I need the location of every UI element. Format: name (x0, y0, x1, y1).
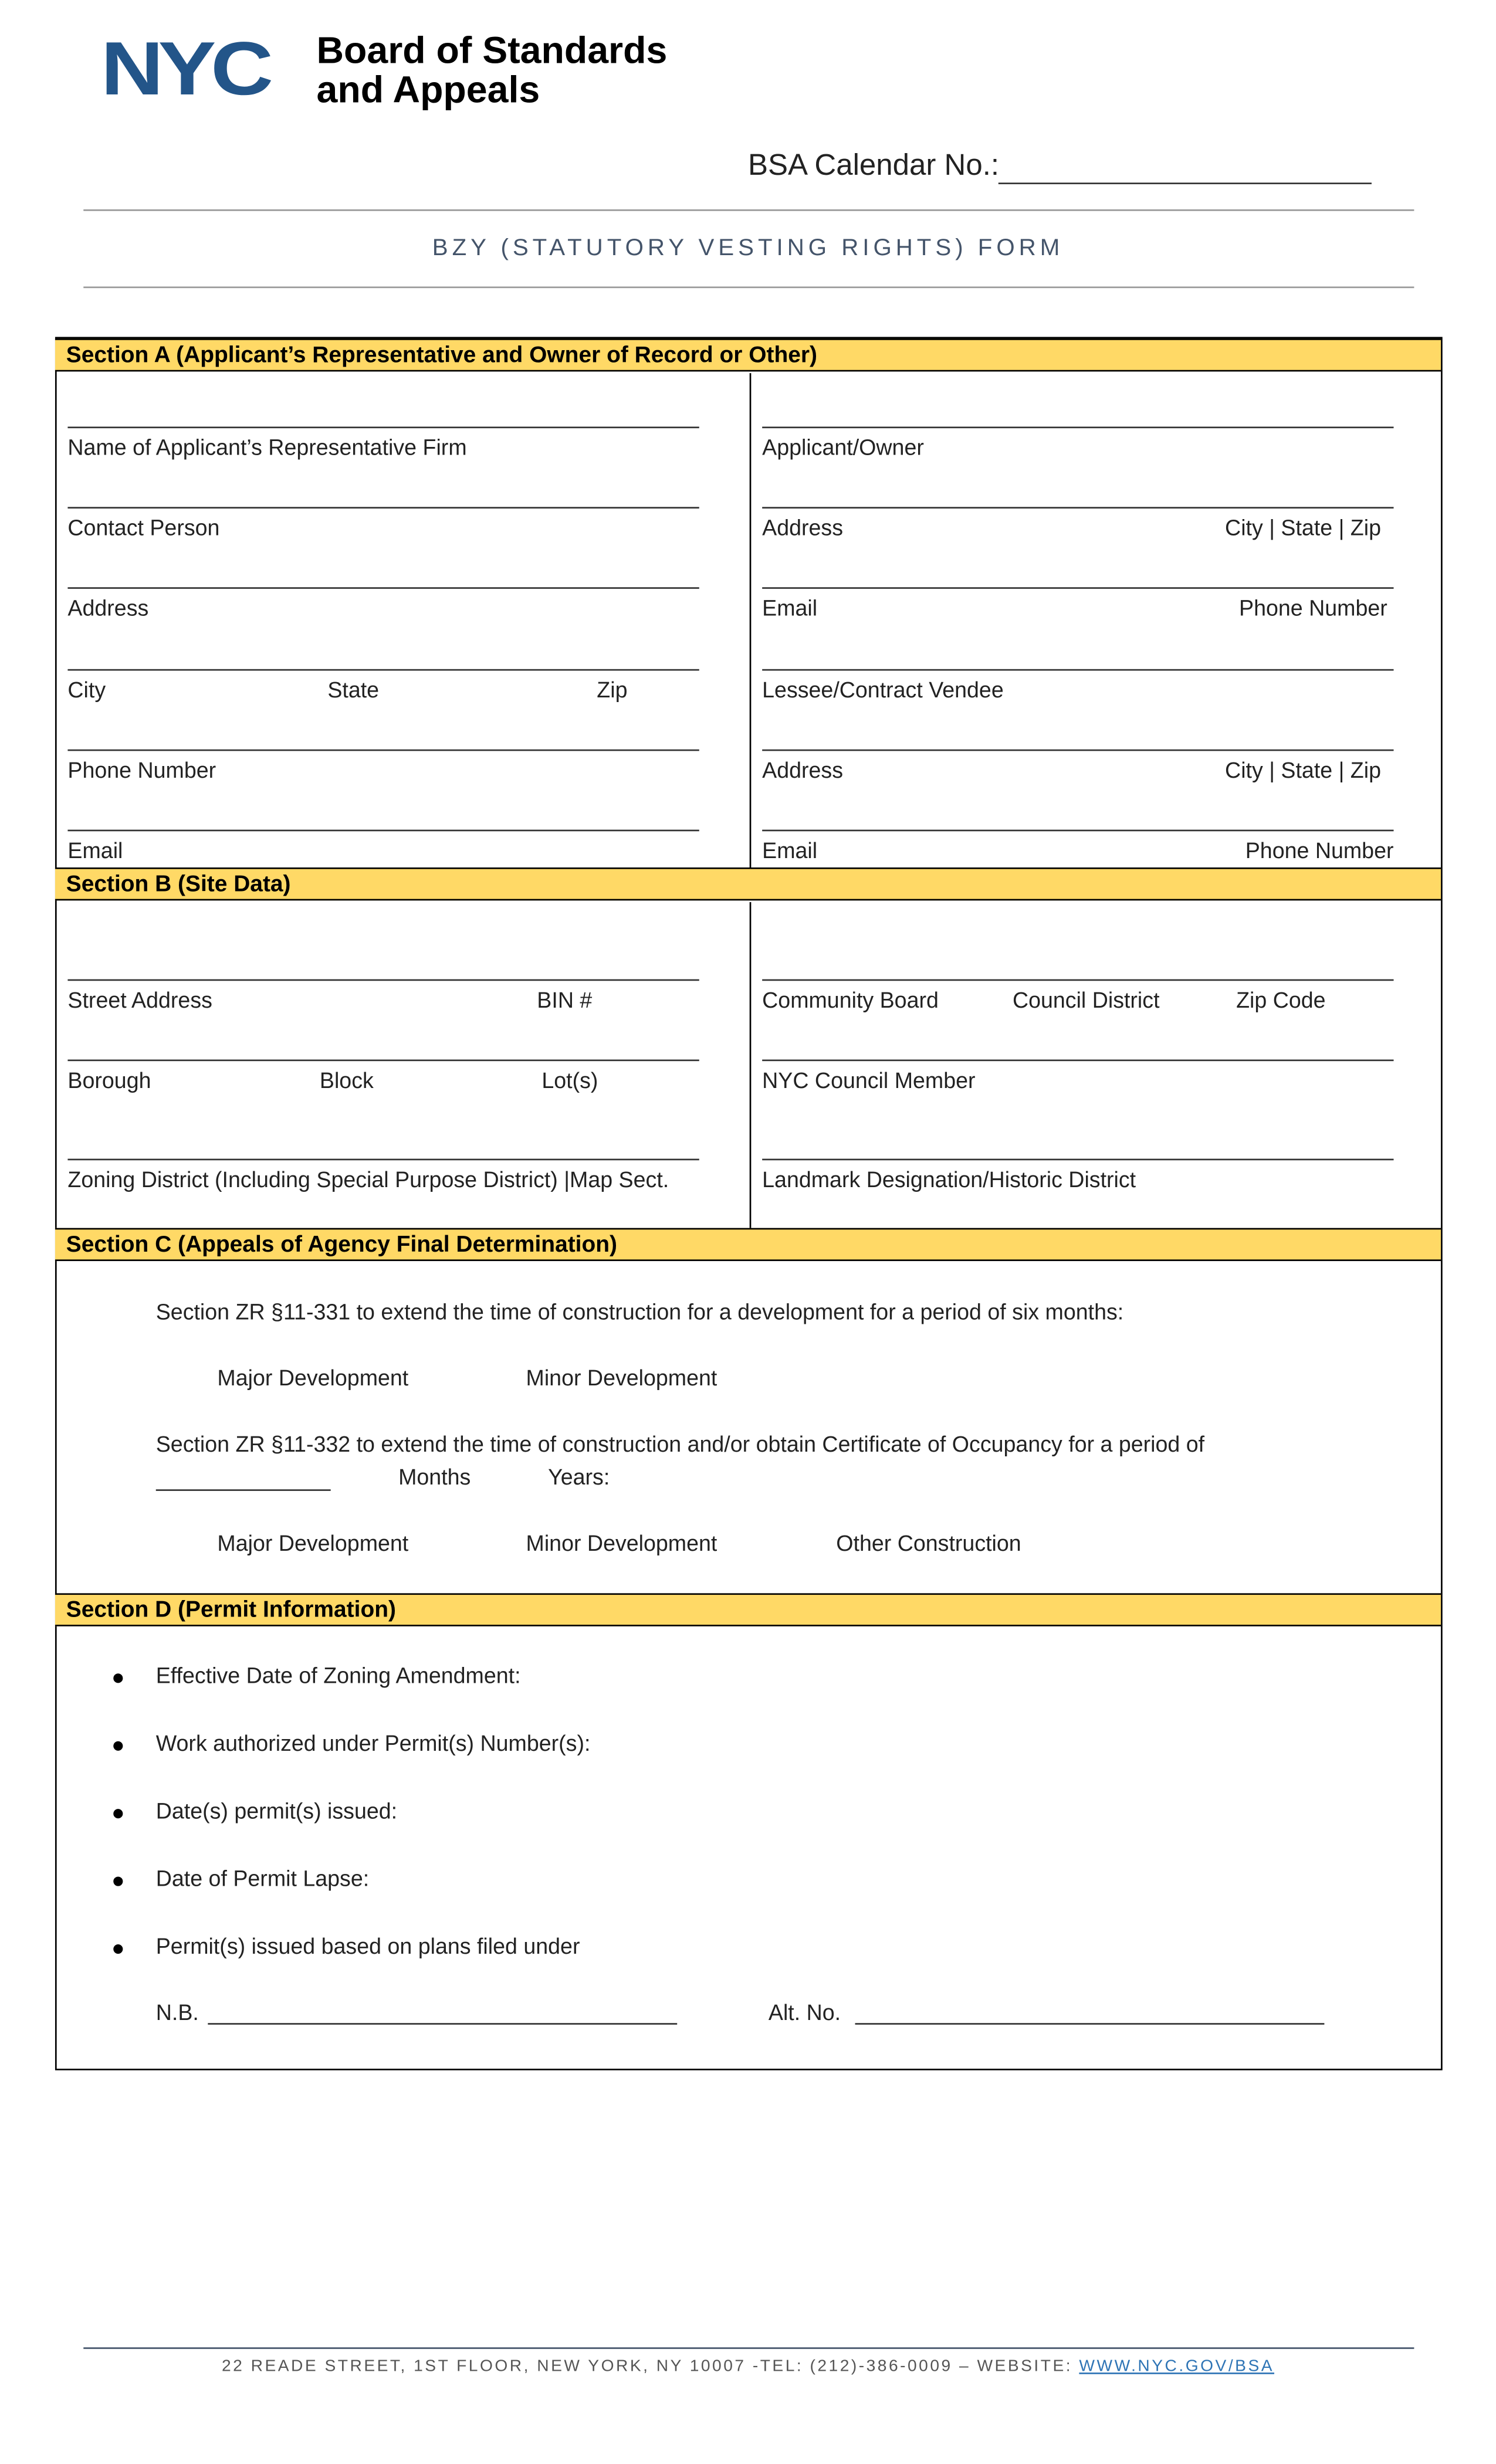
major-development-option-2[interactable]: Major Development (217, 1530, 409, 1555)
bullet-icon (113, 1944, 123, 1954)
council-member-field[interactable] (762, 1059, 1393, 1061)
community-field[interactable] (762, 980, 1393, 981)
nyc-logo: NYC (100, 28, 268, 112)
months-option[interactable]: Months (398, 1464, 471, 1490)
org-name-line1: Board of Standards (316, 29, 668, 73)
bin-label: BIN # (537, 987, 593, 1012)
community-board-label: Community Board (762, 987, 939, 1012)
website-link[interactable]: WWW.NYC.GOV/BSA (1079, 2357, 1275, 2376)
zr-331-text: Section ZR §11-331 to extend the time of construction for a development for a period of six months: (155, 1299, 1124, 1324)
firm-label: Name of Applicant’s Representative Firm (67, 434, 467, 460)
section-d-header: Section D (Permit Information) (55, 1593, 1441, 1626)
zr-332-text: Section ZR §11-332 to extend the time of construction and/or obtain Certificate of Occupancy for a period of (155, 1431, 1205, 1456)
permit-item: Date(s) permit(s) issued: (155, 1798, 398, 1824)
owner-field[interactable] (762, 426, 1393, 428)
city-state-zip-field[interactable] (67, 669, 699, 671)
column-divider-b (750, 902, 752, 1228)
calendar-number-field[interactable] (999, 182, 1372, 184)
alt-label: Alt. No. (768, 1999, 841, 2025)
lessee-email-field[interactable] (762, 830, 1393, 832)
permit-item: Date of Permit Lapse: (155, 1865, 370, 1891)
owner-phone-label: Phone Number (1239, 595, 1387, 621)
owner-email-label: Email (762, 595, 818, 621)
owner-email-field[interactable] (762, 587, 1393, 589)
address-label: Address (67, 595, 149, 621)
owner-label: Applicant/Owner (762, 434, 924, 460)
owner-csz-label: City | State | Zip (1225, 514, 1382, 540)
landmark-label: Landmark Designation/Historic District (762, 1166, 1136, 1192)
section-a-header: Section A (Applicant’s Representative and Owner of Record or Other) (55, 338, 1441, 371)
street-field[interactable] (67, 980, 699, 981)
zoning-label: Zoning District (Including Special Purpose District) |Map Sect. (67, 1166, 669, 1192)
phone-label: Phone Number (67, 757, 216, 783)
block-label: Block (319, 1067, 374, 1093)
form-title: BZY (STATUTORY VESTING RIGHTS) FORM (432, 234, 1064, 262)
lessee-field[interactable] (762, 669, 1393, 671)
divider (83, 287, 1414, 289)
nb-field[interactable] (208, 2023, 677, 2025)
nb-label: N.B. (155, 1999, 199, 2025)
owner-address-field[interactable] (762, 507, 1393, 509)
period-field[interactable] (156, 1489, 331, 1491)
council-member-label: NYC Council Member (762, 1067, 976, 1093)
email-label: Email (67, 837, 123, 863)
footer-address: 22 READE STREET, 1ST FLOOR, NEW YORK, NY 10007 -TEL: (212)-386-0009 – WEBSITE: (221, 2357, 1079, 2376)
bullet-icon (113, 1809, 123, 1818)
calendar-label: BSA Calendar No.: (747, 149, 1000, 183)
lessee-email-label: Email (762, 837, 818, 863)
other-construction-option[interactable]: Other Construction (836, 1530, 1021, 1555)
permit-item: Work authorized under Permit(s) Number(s): (155, 1730, 591, 1755)
address-field[interactable] (67, 587, 699, 589)
section-c-header: Section C (Appeals of Agency Final Determination) (55, 1228, 1441, 1261)
phone-field[interactable] (67, 750, 699, 751)
state-label: State (327, 677, 380, 703)
contact-label: Contact Person (67, 514, 220, 540)
lessee-label: Lessee/Contract Vendee (762, 677, 1004, 703)
years-option[interactable]: Years: (548, 1464, 610, 1490)
major-development-option[interactable]: Major Development (217, 1365, 409, 1391)
divider (83, 209, 1414, 211)
zoning-field[interactable] (67, 1159, 699, 1161)
zip-code-label: Zip Code (1236, 987, 1326, 1012)
lot-label: Lot(s) (541, 1067, 598, 1093)
bullet-icon (113, 1673, 123, 1683)
alt-field[interactable] (855, 2023, 1325, 2025)
permit-item: Permit(s) issued based on plans filed under (155, 1933, 580, 1959)
footer-divider (83, 2347, 1414, 2349)
minor-development-option[interactable]: Minor Development (526, 1365, 717, 1391)
lessee-address-label: Address (762, 757, 844, 783)
lessee-phone-label: Phone Number (1245, 837, 1394, 863)
bullet-icon (113, 1741, 123, 1751)
council-district-label: Council District (1012, 987, 1160, 1012)
minor-development-option-2[interactable]: Minor Development (526, 1530, 717, 1555)
column-divider-a (750, 373, 752, 867)
city-label: City (67, 677, 106, 703)
contact-field[interactable] (67, 507, 699, 509)
org-name-line2: and Appeals (316, 69, 540, 112)
email-field[interactable] (67, 830, 699, 832)
borough-block-lot-field[interactable] (67, 1059, 699, 1061)
owner-address-label: Address (762, 514, 844, 540)
lessee-csz-label: City | State | Zip (1225, 757, 1382, 783)
permit-item: Effective Date of Zoning Amendment: (155, 1662, 521, 1688)
lessee-address-field[interactable] (762, 750, 1393, 751)
bullet-icon (113, 1877, 123, 1886)
section-b-header: Section B (Site Data) (55, 867, 1441, 900)
firm-field[interactable] (67, 426, 699, 428)
footer (0, 2357, 1496, 2375)
borough-label: Borough (67, 1067, 151, 1093)
landmark-field[interactable] (762, 1159, 1393, 1161)
street-label: Street Address (67, 987, 212, 1012)
zip-label: Zip (597, 677, 628, 703)
